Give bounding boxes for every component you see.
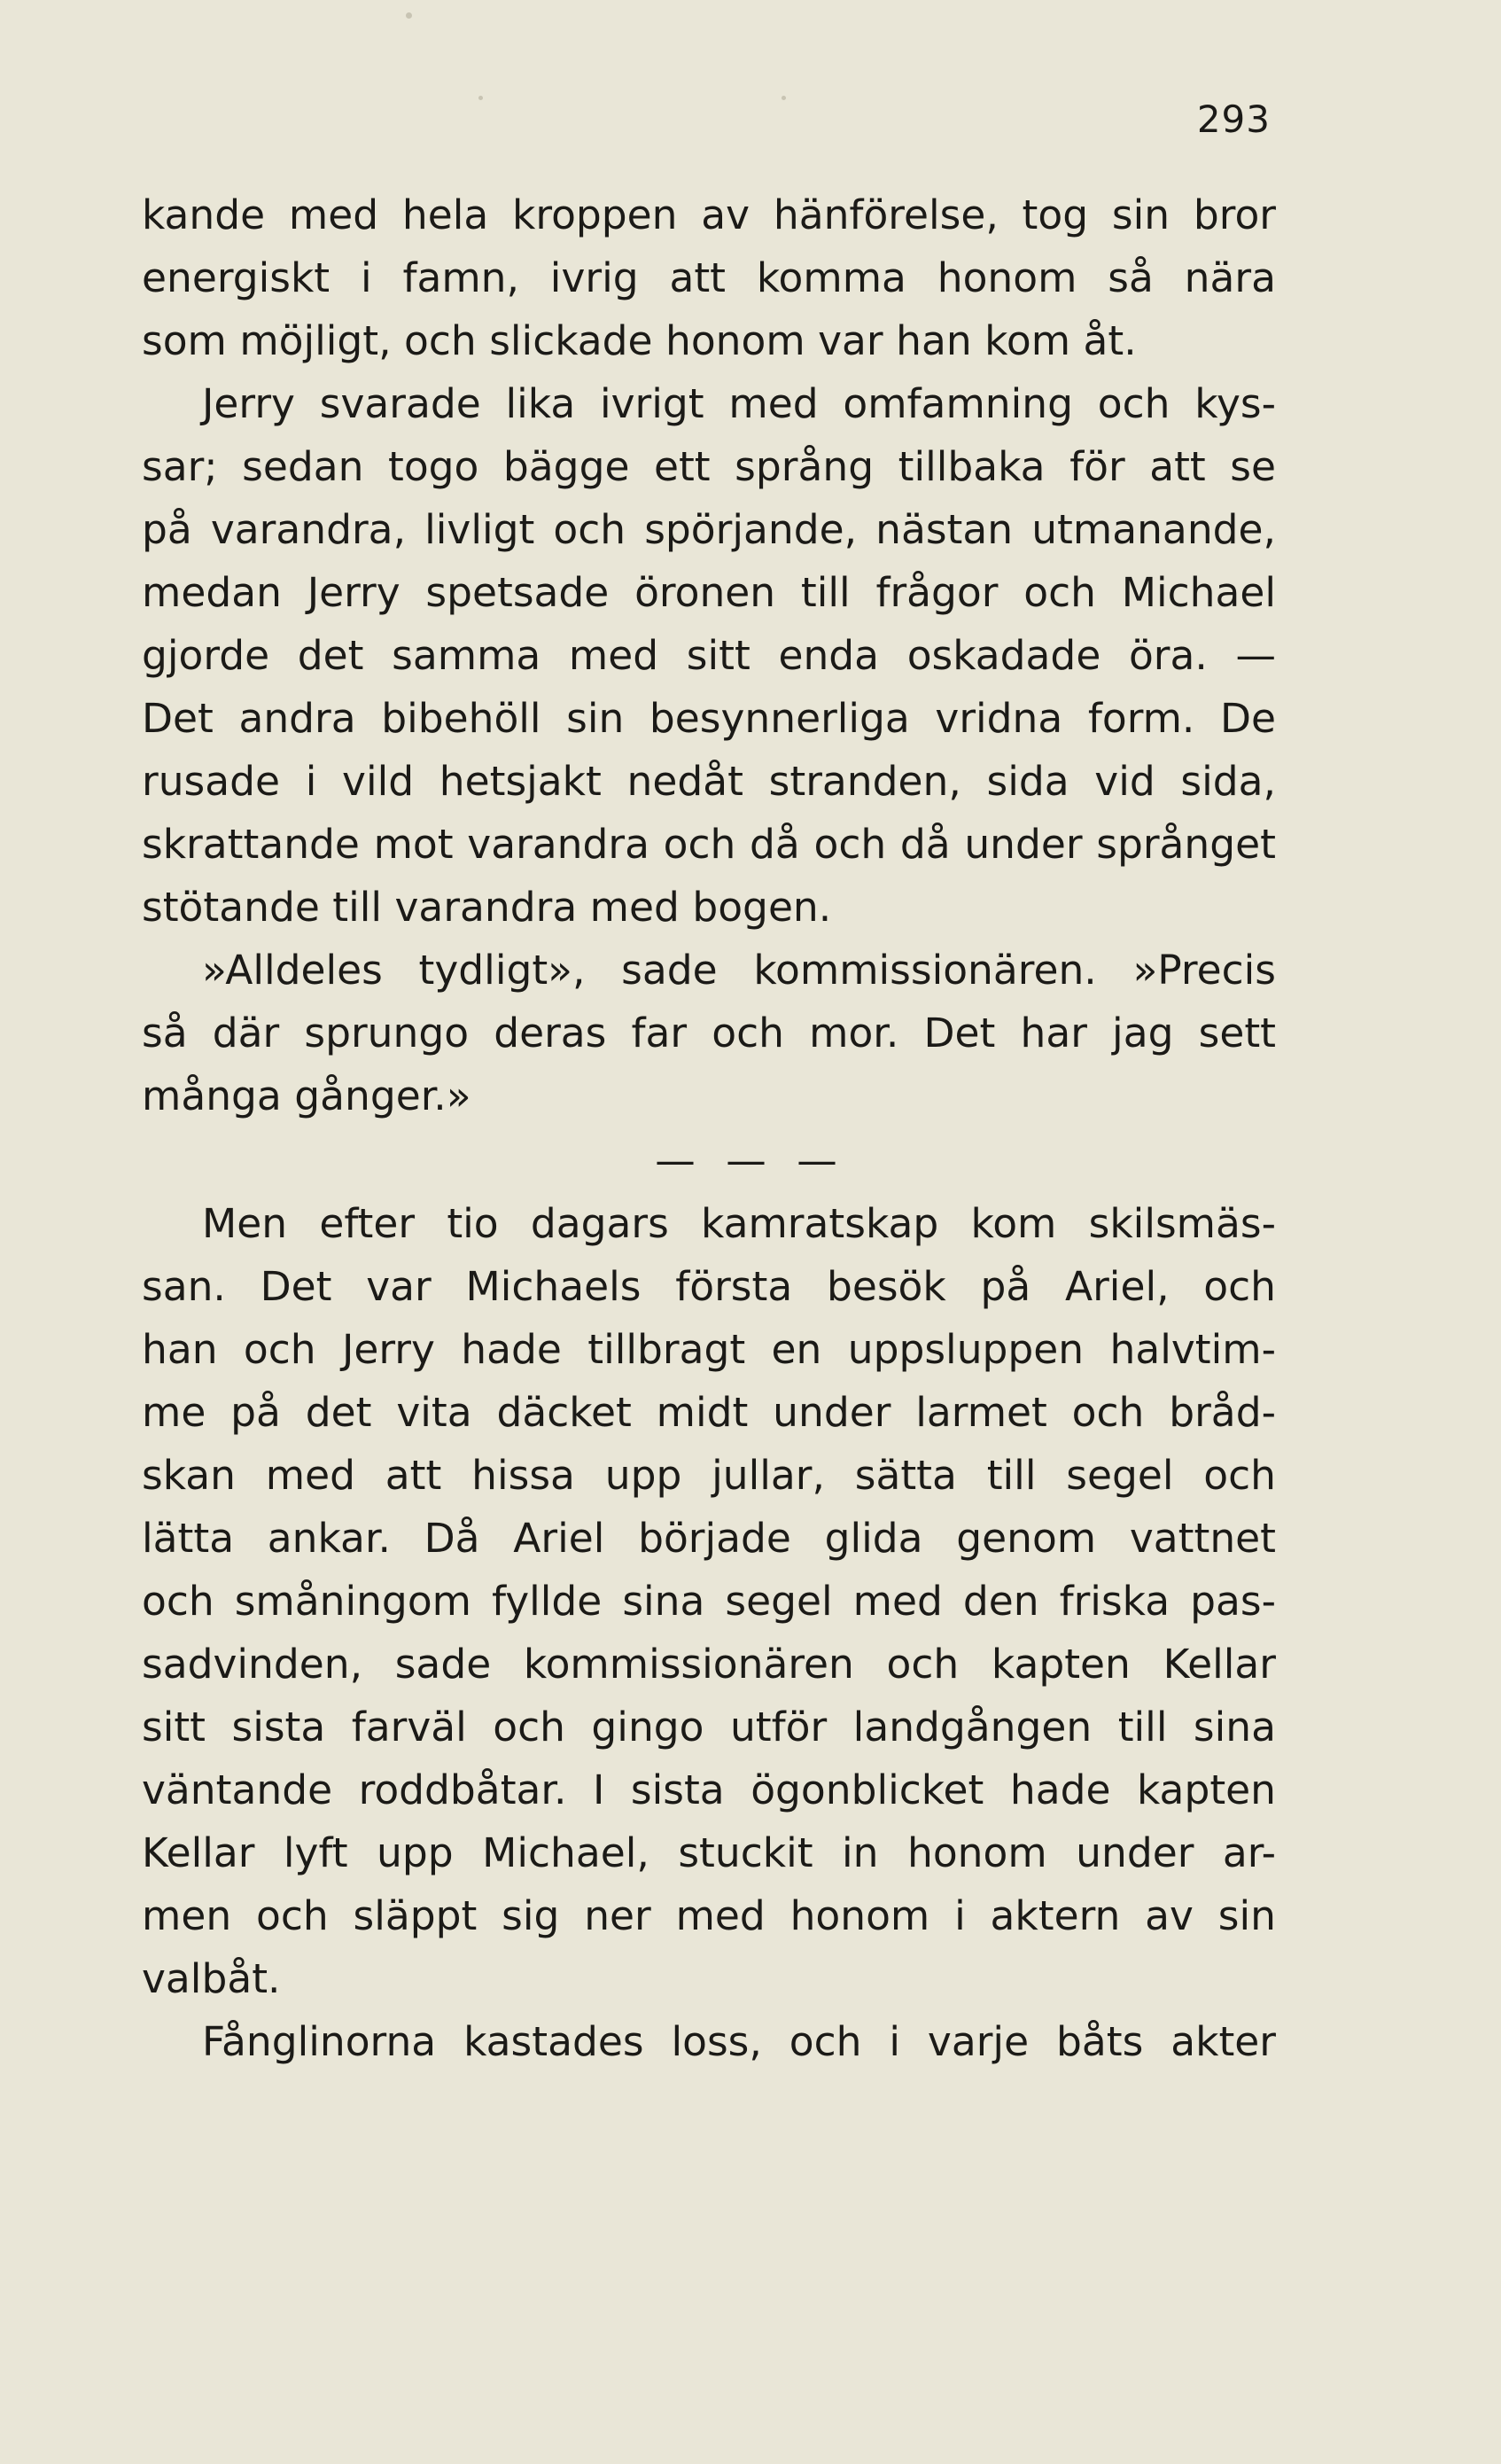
text-line: Det andra bibehöll sin besynnerliga vridna form. De <box>142 695 1276 742</box>
text-line: men och släppt sig ner med honom i aktern av sin <box>142 1892 1276 1939</box>
paper-speck <box>406 12 412 19</box>
paper-speck <box>478 96 483 100</box>
text-line: som möjligt, och slickade honom var han kom åt. <box>142 317 1137 364</box>
text-line: skrattande mot varandra och då och då under språnget <box>142 821 1276 868</box>
text-line: sitt sista farväl och gingo utför landgången till sina <box>142 1704 1276 1751</box>
text-line: Jerry svarade lika ivrigt med omfamning och kys- <box>202 380 1276 427</box>
text-line: medan Jerry spetsade öronen till frågor och Michael <box>142 569 1276 616</box>
text-line: kande med hela kroppen av hänförelse, tog sin bror <box>142 191 1276 238</box>
text-line: »Alldeles tydligt», sade kommissionären. »Precis <box>202 947 1276 994</box>
text-line: på varandra, livligt och spörjande, nästan utmanande, <box>142 506 1276 553</box>
paper-speck <box>782 96 786 100</box>
text-line: gjorde det samma med sitt enda oskadade öra. — <box>142 632 1276 679</box>
text-line: lätta ankar. Då Ariel började glida genom vattnet <box>142 1515 1276 1562</box>
text-line: valbåt. <box>142 1955 281 2002</box>
text-line: väntande roddbåtar. I sista ögonblicket hade kapten <box>142 1766 1276 1813</box>
text-line: me på det vita däcket midt under larmet och bråd- <box>142 1389 1276 1436</box>
page-number: 293 <box>1196 97 1271 141</box>
text-line: och småningom fyllde sina segel med den friska pas- <box>142 1578 1276 1625</box>
text-line: san. Det var Michaels första besök på Ariel, och <box>142 1263 1276 1310</box>
section-divider: — — — <box>655 1137 846 1184</box>
text-line: Kellar lyft upp Michael, stuckit in honom under ar- <box>142 1829 1276 1876</box>
text-line: Men efter tio dagars kamratskap kom skilsmäs- <box>202 1200 1276 1247</box>
text-line: många gånger.» <box>142 1072 471 1119</box>
text-line: så där sprungo deras far och mor. Det har jag sett <box>142 1010 1276 1057</box>
text-line: stötande till varandra med bogen. <box>142 884 832 931</box>
text-line: han och Jerry hade tillbragt en uppsluppen halvtim- <box>142 1326 1276 1373</box>
text-line: skan med att hissa upp jullar, sätta till segel och <box>142 1452 1276 1499</box>
text-line: energiskt i famn, ivrig att komma honom så nära <box>142 254 1276 301</box>
text-line: sar; sedan togo bägge ett språng tillbaka för att se <box>142 443 1276 490</box>
text-line: rusade i vild hetsjakt nedåt stranden, sida vid sida, <box>142 758 1276 805</box>
text-line: sadvinden, sade kommissionären och kapten Kellar <box>142 1641 1276 1688</box>
text-line: Fånglinorna kastades loss, och i varje båts akter <box>202 2018 1276 2065</box>
